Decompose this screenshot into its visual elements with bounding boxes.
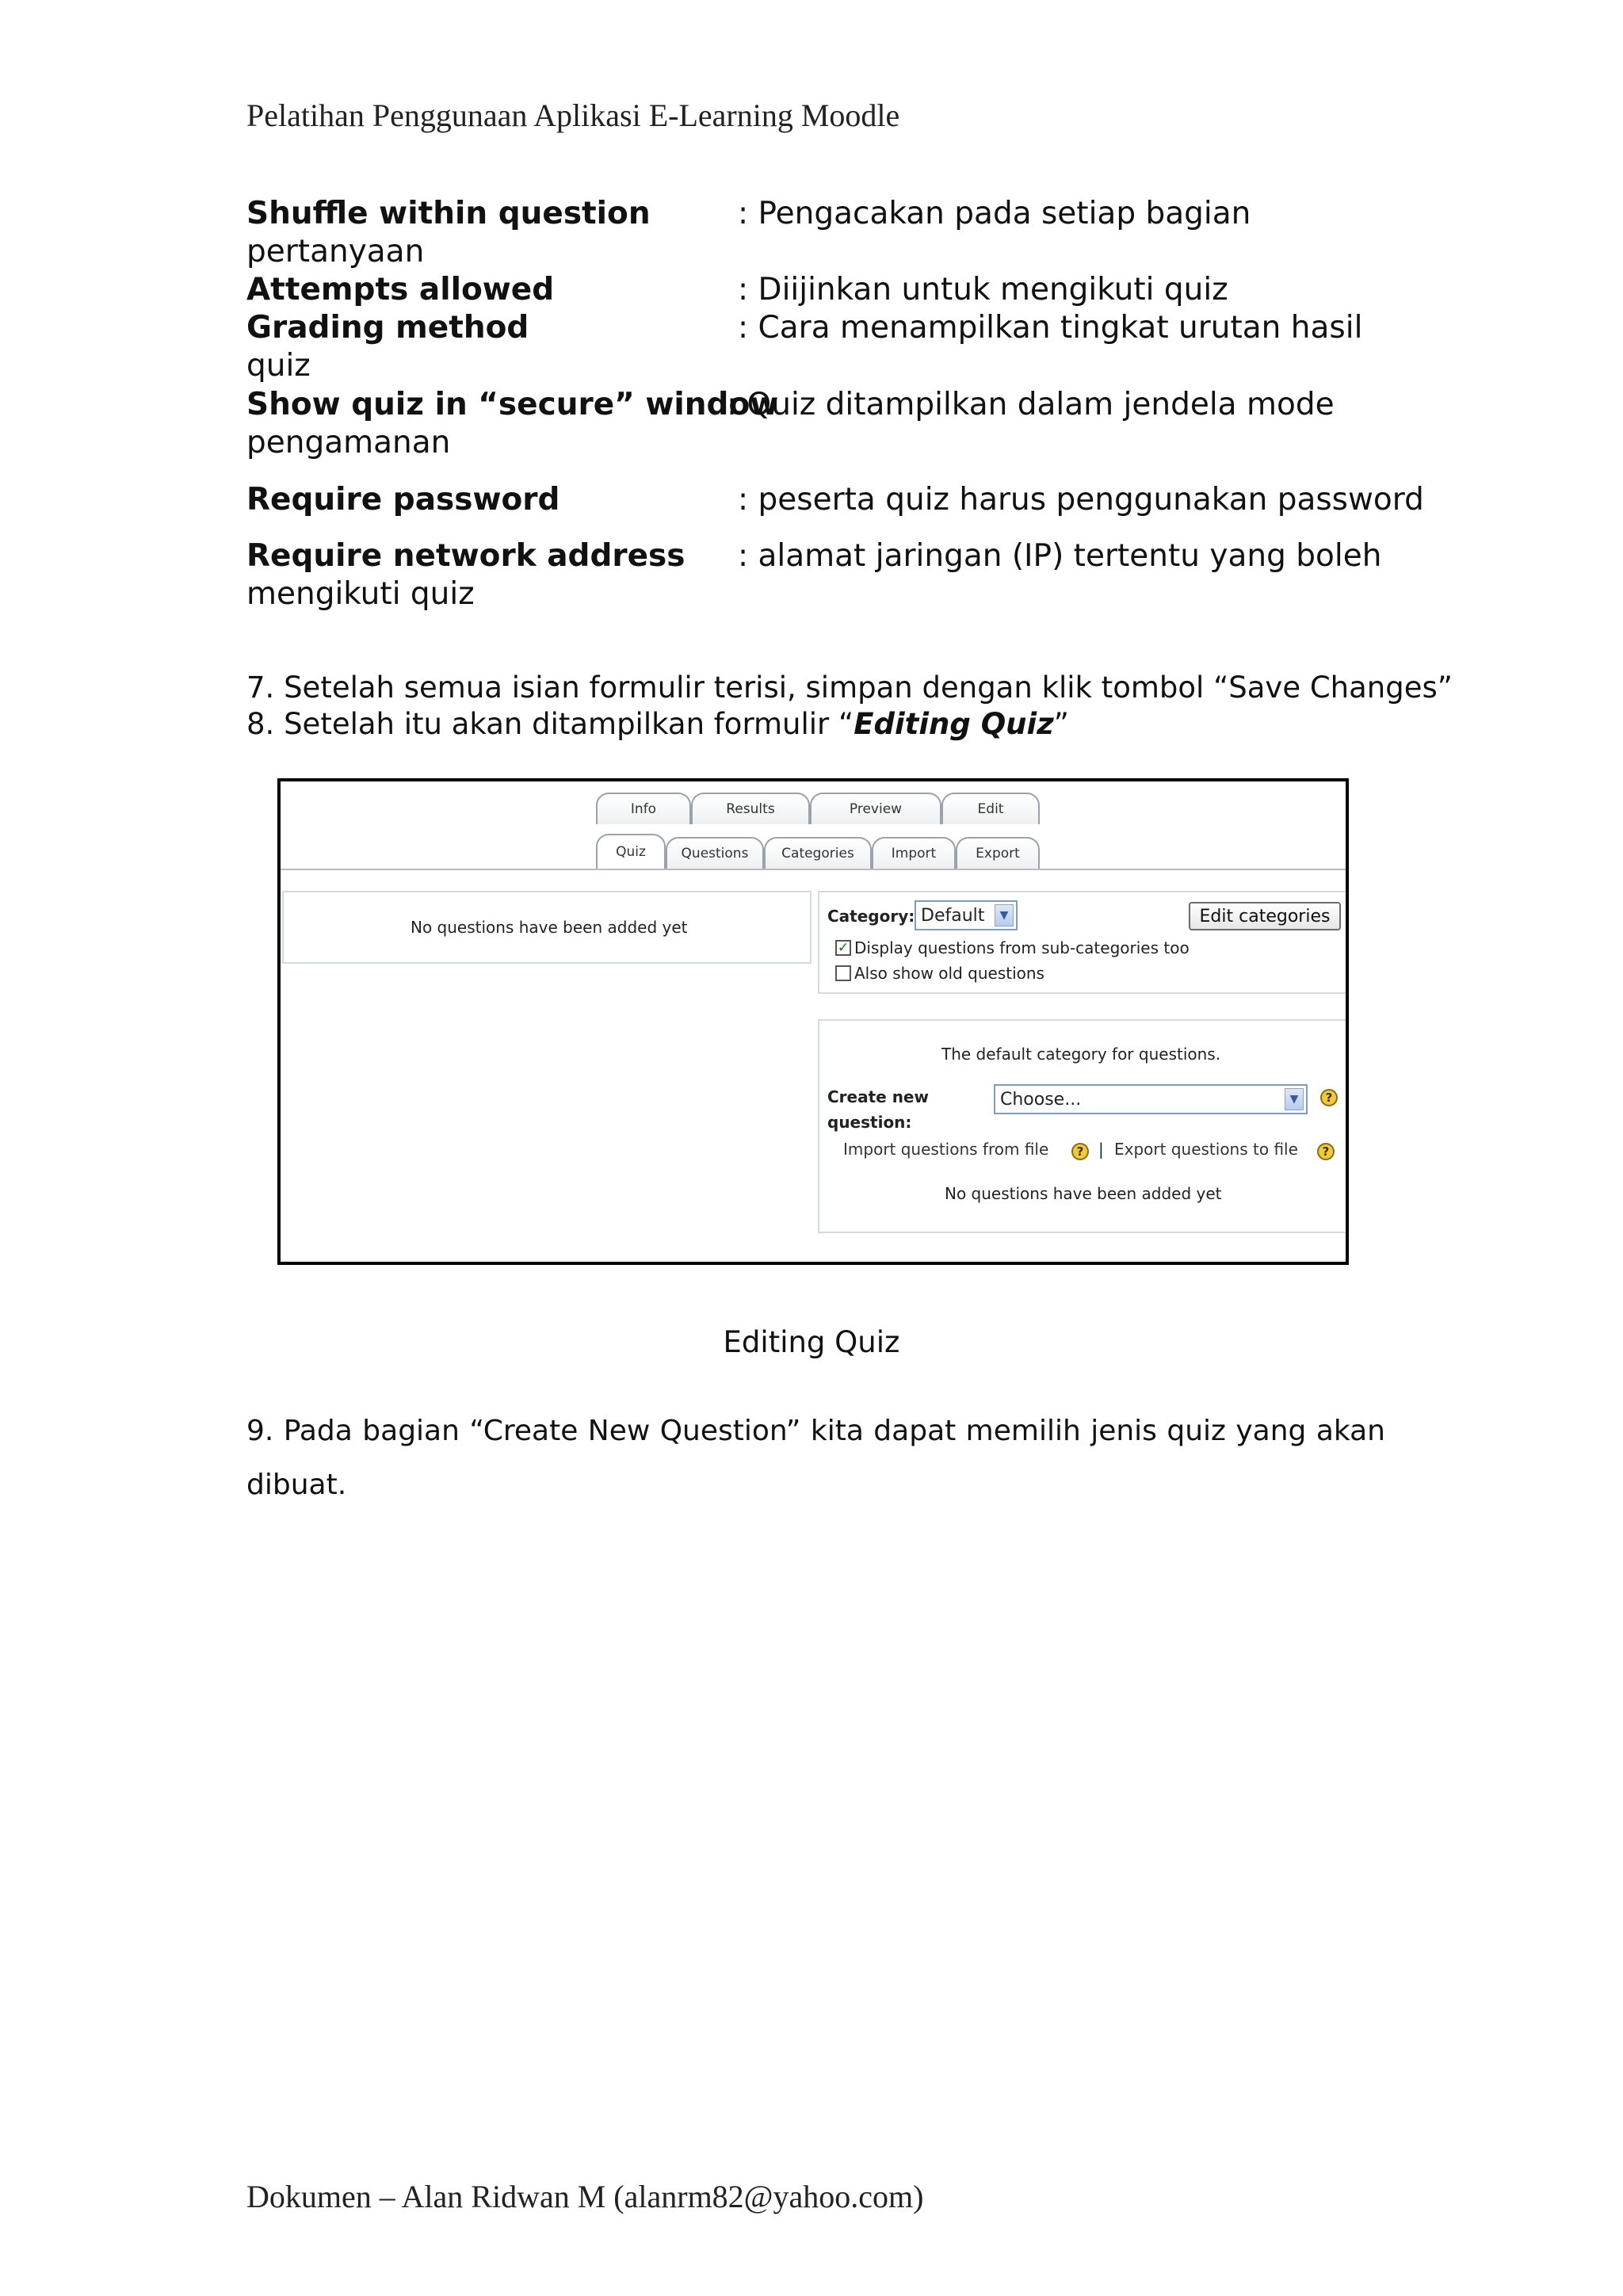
- definition-secure-window: [246, 386, 1335, 460]
- definition-term: Attempts allowed: [246, 272, 555, 308]
- link-separator: |: [1098, 1140, 1104, 1159]
- show-old-checkbox[interactable]: [835, 965, 851, 981]
- tab-export[interactable]: Export: [956, 837, 1040, 869]
- category-label: Category:: [827, 907, 915, 926]
- definition-desc: : Quiz ditampilkan dalam jendela mode: [727, 387, 1335, 422]
- help-icon[interactable]: ?: [1320, 1089, 1338, 1106]
- create-question-select[interactable]: Choose... ▼: [994, 1084, 1308, 1114]
- page-footer: Dokumen – Alan Ridwan M (alanrm82@yahoo.com): [246, 2179, 924, 2214]
- chevron-down-icon: ▼: [1285, 1088, 1304, 1110]
- definition-desc: : Cara menampilkan tingkat urutan hasil: [738, 310, 1363, 346]
- left-panel: [282, 891, 812, 964]
- definition-term: Shuffle within question: [246, 196, 651, 231]
- create-new-label-2: question:: [827, 1113, 912, 1132]
- step-9: 9. Pada bagian “Create New Question” kita dapat memilih jenis quiz yang akan dibuat.: [246, 1415, 1385, 1501]
- editing-quiz-screenshot: [277, 778, 1349, 1265]
- step-8: 8. Setelah itu akan ditampilkan formulir “Editing Quiz”: [246, 707, 1069, 741]
- default-category-text: The default category for questions.: [941, 1045, 1221, 1064]
- definition-cont: pertanyaan: [246, 234, 425, 269]
- edit-categories-button[interactable]: Edit categories: [1189, 902, 1341, 930]
- definition-cont: pengamanan: [246, 425, 451, 460]
- no-questions-text: No questions have been added yet: [411, 918, 688, 937]
- definition-password: [246, 481, 1424, 519]
- import-questions-link[interactable]: Import questions from file: [843, 1140, 1049, 1159]
- tab-categories[interactable]: Categories: [764, 837, 872, 869]
- category-panel: [818, 891, 1347, 994]
- tab-results[interactable]: Results: [691, 793, 810, 824]
- tab-quiz[interactable]: Quiz: [596, 834, 666, 869]
- create-new-label: Create new: [827, 1087, 929, 1106]
- tab-info[interactable]: Info: [596, 793, 691, 824]
- tab-import[interactable]: Import: [872, 837, 956, 869]
- step-7: 7. Setelah semua isian formulir terisi, simpan dengan klik tombol “Save Changes”: [246, 670, 1453, 705]
- chevron-down-icon: ▼: [995, 904, 1014, 926]
- tab-questions[interactable]: Questions: [666, 837, 764, 869]
- category-select[interactable]: Default ▼: [915, 900, 1018, 930]
- create-question-panel: [818, 1019, 1347, 1233]
- help-icon[interactable]: ?: [1071, 1143, 1089, 1160]
- definition-term: Grading method: [246, 310, 529, 346]
- definition-desc: : peserta quiz harus penggunakan password: [738, 482, 1424, 518]
- help-icon[interactable]: ?: [1317, 1143, 1335, 1160]
- definition-cont: quiz: [246, 348, 311, 384]
- definition-shuffle: [246, 195, 1251, 269]
- definition-desc: : alamat jaringan (IP) tertentu yang boleh: [738, 538, 1382, 574]
- display-subcategories-checkbox[interactable]: [835, 940, 851, 956]
- definition-desc: : Diijinkan untuk mengikuti quiz: [738, 272, 1228, 308]
- definition-term: Show quiz in “secure” window: [246, 387, 779, 422]
- definition-term: Require network address: [246, 538, 685, 574]
- tab-edit[interactable]: Edit: [941, 793, 1040, 824]
- export-questions-link[interactable]: Export questions to file: [1114, 1140, 1298, 1159]
- definition-desc: : Pengacakan pada setiap bagian: [738, 196, 1251, 231]
- definition-network: [246, 537, 1382, 612]
- figure-caption: Editing Quiz: [723, 1325, 900, 1359]
- display-subcategories-label: Display questions from sub-categories too: [854, 938, 1190, 957]
- page-header: Pelatihan Penggunaan Aplikasi E-Learning Moodle: [246, 97, 900, 133]
- definition-attempts: [246, 271, 1228, 309]
- definition-grading: [246, 309, 1363, 384]
- definition-term: Require password: [246, 482, 560, 518]
- tab-divider: [281, 869, 1346, 870]
- show-old-label: Also show old questions: [854, 964, 1044, 983]
- checkmark-icon: ✓: [837, 940, 850, 956]
- no-questions-text: No questions have been added yet: [945, 1184, 1222, 1203]
- step-8-emphasis: Editing Quiz: [854, 707, 1054, 741]
- tab-preview[interactable]: Preview: [810, 793, 941, 824]
- definition-cont: mengikuti quiz: [246, 576, 475, 612]
